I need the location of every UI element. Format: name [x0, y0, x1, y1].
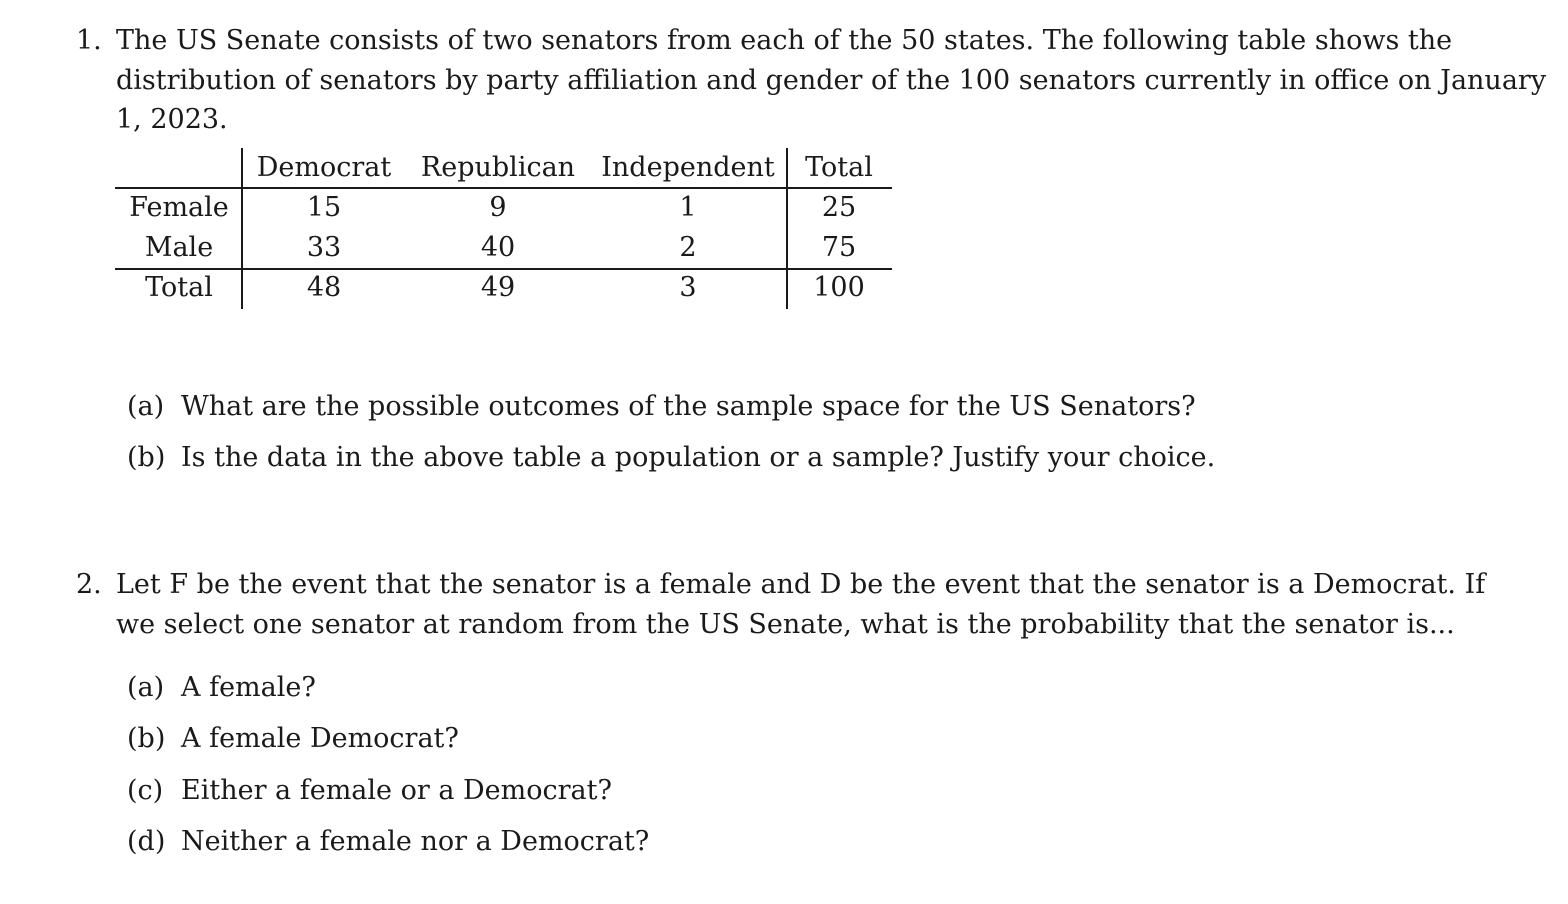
table-cell: 48: [306, 272, 342, 303]
question-2-line-2: we select one senator at random from the US Senate, what is the probability that the senator is...: [116, 609, 1455, 640]
table-divider-horizontal: [115, 268, 892, 270]
table-cell: 1: [679, 192, 697, 223]
question-1-number: 1.: [76, 25, 102, 56]
table-cell: 33: [306, 232, 342, 263]
col-header-total: Total: [805, 152, 873, 183]
table-cell: 15: [306, 192, 342, 223]
table-cell: 3: [679, 272, 697, 303]
part-label: (a): [127, 672, 165, 703]
question-1-line-1: The US Senate consists of two senators from each of the 50 states. The following table shows the: [116, 25, 1453, 56]
question-2-number: 2.: [76, 569, 102, 600]
part-label: (d): [127, 826, 166, 857]
question-1-line-2: distribution of senators by party affiliation and gender of the 100 senators currently in office on January: [116, 65, 1547, 96]
table-cell: 25: [821, 192, 857, 223]
table-cell: 100: [813, 272, 865, 303]
part-text: Either a female or a Democrat?: [181, 775, 612, 806]
table-cell: 75: [821, 232, 857, 263]
part-text: A female Democrat?: [181, 723, 459, 754]
col-header-democrat: Democrat: [256, 152, 392, 183]
question-2-line-1: Let F be the event that the senator is a female and D be the event that the senator is a Democrat. If: [116, 569, 1486, 600]
table-cell: 9: [489, 192, 507, 223]
table-divider-horizontal: [115, 187, 892, 189]
part-label: (b): [127, 723, 166, 754]
part-label: (c): [127, 775, 164, 806]
row-label-total: Total: [145, 272, 213, 303]
table-cell: 49: [480, 272, 516, 303]
part-label: (a): [127, 391, 165, 422]
part-label: (b): [127, 442, 166, 473]
col-header-republican: Republican: [420, 152, 576, 183]
col-header-independent: Independent: [601, 152, 775, 183]
table-cell: 2: [679, 232, 697, 263]
part-text: A female?: [181, 672, 316, 703]
table-divider-vertical: [241, 148, 243, 309]
table-divider-vertical: [786, 148, 788, 309]
part-text: Neither a female nor a Democrat?: [181, 826, 650, 857]
row-label-female: Female: [129, 192, 229, 223]
table-cell: 40: [480, 232, 516, 263]
part-text: Is the data in the above table a population or a sample? Justify your choice.: [181, 442, 1216, 473]
part-text: What are the possible outcomes of the sample space for the US Senators?: [181, 391, 1196, 422]
row-label-male: Male: [144, 232, 214, 263]
question-1-line-3: 1, 2023.: [116, 104, 228, 135]
